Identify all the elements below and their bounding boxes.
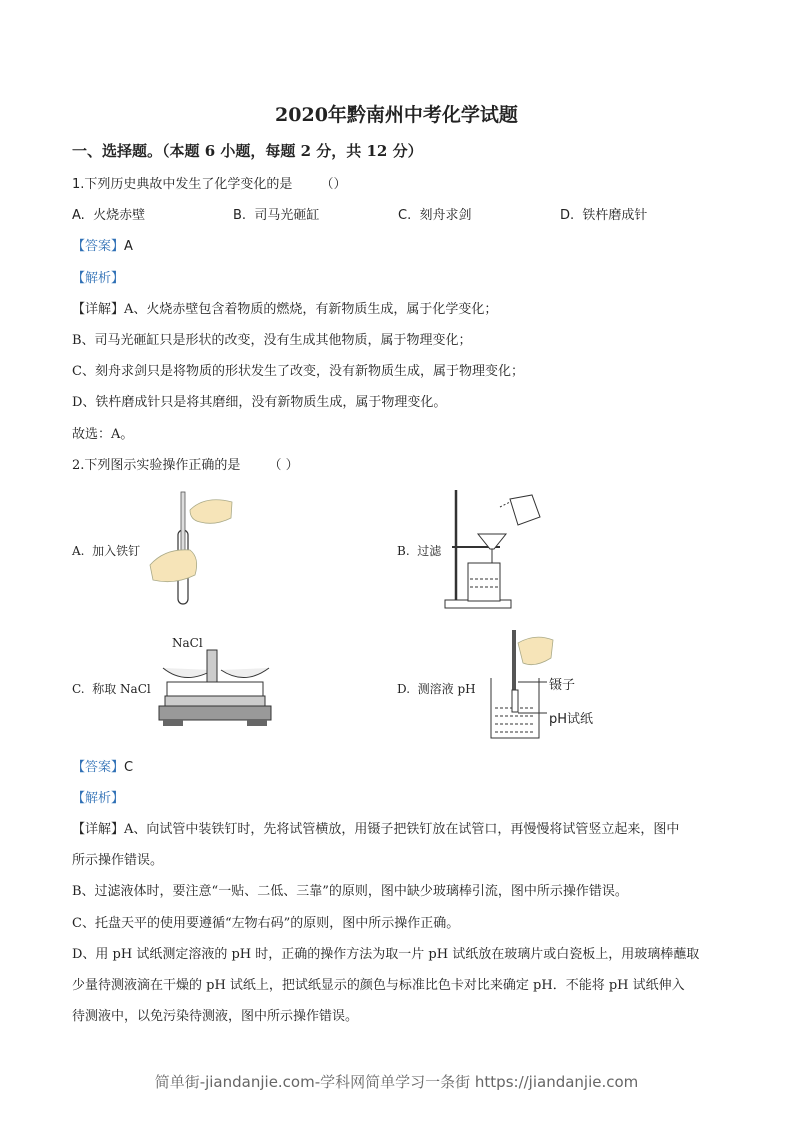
question-2-stem xyxy=(72,454,299,473)
q2-detail-line: 所示操作错误。 xyxy=(72,853,164,868)
balance-scale-illustration xyxy=(155,648,275,733)
footer-watermark: 简单街-jiandanjie.com-学科网简单学习一条街 https://jiandanjie.com xyxy=(154,1073,639,1091)
q2-answer: 【答案】C xyxy=(72,760,134,775)
q1-option-a: A. 火烧赤壁 xyxy=(72,208,146,223)
test-tube-nail-illustration xyxy=(145,490,245,610)
q2-detail-line: D、用 pH 试纸测定溶液的 pH 时，正确的操作方法为取一片 pH 试纸放在玻璃片或白瓷板上，用玻璃棒蘸取 xyxy=(72,947,700,962)
q1-option-b: B. 司马光砸缸 xyxy=(233,208,320,223)
q2-detail-line: 少量待测液滴在干燥的 pH 试纸上，把试纸显示的颜色与标准比色卡对比来确定 pH．不能将 pH 试纸伸入 xyxy=(72,978,685,993)
question-1-text: 1.下列历史典故中发生了化学变化的是 xyxy=(72,177,293,192)
q1-detail-line: C、刻舟求剑只是将物质的形状发生了改变，没有新物质生成，属于物理变化； xyxy=(72,364,524,379)
tweezers-label: 镊子 xyxy=(549,678,576,693)
q1-detail-line: 故选：A。 xyxy=(72,427,134,442)
figure-c-label: C. 称取 NaCl xyxy=(72,682,151,696)
nacl-label: NaCl xyxy=(172,636,203,650)
q2-analysis-tag: 【解析】 xyxy=(72,791,125,806)
question-2-bracket: （ ） xyxy=(268,458,299,473)
q1-option-d: D. 铁杵磨成针 xyxy=(560,208,648,223)
question-1-bracket: （） xyxy=(320,177,347,192)
q2-detail-line: B、过滤液体时，要注意“一贴、二低、三靠”的原则，图中缺少玻璃棒引流，图中所示操作错误。 xyxy=(72,884,628,899)
ph-test-illustration xyxy=(485,628,555,743)
q1-analysis-tag: 【解析】 xyxy=(72,271,125,286)
figure-b-label: B. 过滤 xyxy=(397,544,442,558)
figure-a-label: A. 加入铁钉 xyxy=(72,544,141,558)
filtration-illustration xyxy=(440,487,550,612)
question-1-stem xyxy=(72,173,347,192)
q1-detail-line: B、司马光砸缸只是形状的改变，没有生成其他物质，属于物理变化； xyxy=(72,333,472,348)
q1-option-c: C. 刻舟求剑 xyxy=(398,208,472,223)
q1-detail-line: 【详解】A、火烧赤壁包含着物质的燃烧，有新物质生成，属于化学变化； xyxy=(72,302,498,317)
q1-answer: 【答案】A xyxy=(72,239,133,254)
q2-detail-line: 待测液中，以免污染待测液，图中所示操作错误。 xyxy=(72,1009,359,1024)
q1-detail-line: D、铁杵磨成针只是将其磨细，没有新物质生成，属于物理变化。 xyxy=(72,395,447,410)
question-2-text: 2.下列图示实验操作正确的是 xyxy=(72,458,241,473)
section-heading: 一、选择题。（本题 6 小题，每题 2 分，共 12 分） xyxy=(72,142,423,160)
document-title: 2020年黔南州中考化学试题 xyxy=(275,104,518,126)
q2-detail-line: 【详解】A、向试管中装铁钉时，先将试管横放，用镊子把铁钉放在试管口，再慢慢将试管竖立起来，图中 xyxy=(72,822,680,837)
q2-detail-line: C、托盘天平的使用要遵循“左物右码”的原则，图中所示操作正确。 xyxy=(72,916,460,931)
ph-paper-label: pH试纸 xyxy=(549,712,594,727)
figure-d-label: D. 测溶液 pH xyxy=(397,682,476,696)
